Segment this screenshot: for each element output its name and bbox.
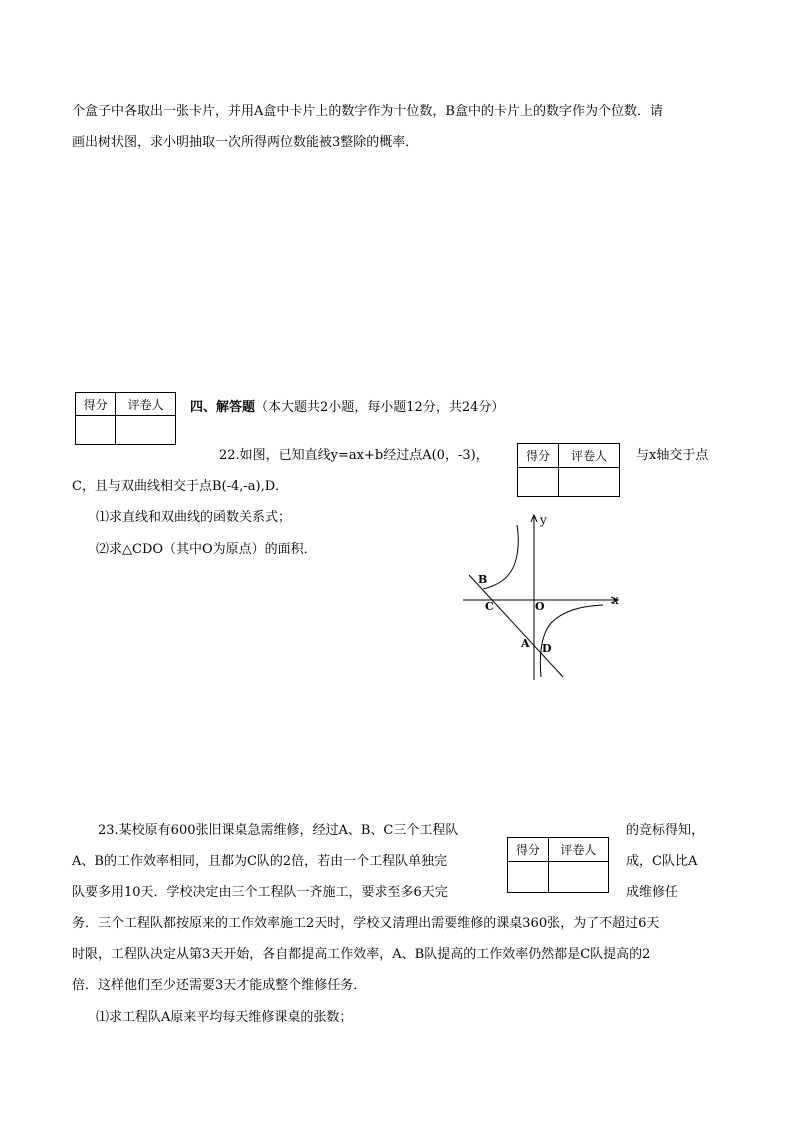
q23-line-6: 倍．这样他们至少还需要3天才能成整个维修任务．: [72, 978, 367, 993]
reviewer-label: 评卷人: [559, 444, 620, 468]
q22-part-1: ⑴求直线和双曲线的函数关系式；: [96, 510, 292, 525]
q22-figure: [455, 505, 630, 685]
section4-desc: （本大题共2小题，每小题12分，共24分）: [255, 400, 505, 415]
section4-title: 四、解答题: [190, 400, 256, 415]
point-d-label: D: [542, 642, 552, 655]
q23-line-5: 时限，工程队决定从第3天开始，各自都提高工作效率，A、B队提高的工作效率仍然都是C队提高的2: [72, 947, 651, 962]
q21-line-1: 个盒子中各取出一张卡片，并用A盒中卡片上的数字作为十位数，B盒中的卡片上的数字作为个位数．请: [72, 104, 663, 119]
score-cell[interactable]: [518, 468, 559, 497]
origin-label: O: [535, 600, 545, 613]
score-box-q23: [507, 837, 609, 893]
q21-line-2: 画出树状图，求小明抽取一次所得两位数能被3整除的概率．: [72, 135, 419, 150]
reviewer-label: 评卷人: [116, 393, 176, 416]
reviewer-cell[interactable]: [559, 468, 620, 497]
reviewer-label: 评卷人: [548, 838, 608, 862]
q22-line-1: 22.如图，已知直线y=ax+b经过点A(0，-3)，: [219, 448, 489, 463]
point-b-label: B: [478, 573, 488, 586]
score-box-q22: [517, 443, 620, 497]
hyperbola-branch-lower: [540, 605, 603, 677]
y-axis-label: y: [540, 513, 547, 527]
score-cell[interactable]: [508, 862, 549, 893]
q23-line-1-tail: 的竞标得知，: [626, 823, 705, 838]
reviewer-cell[interactable]: [116, 416, 176, 445]
q22-part-2: ⑵求△CDO（其中O为原点）的面积．: [96, 542, 317, 557]
hyperbola-branch-upper: [483, 525, 518, 589]
reviewer-cell[interactable]: [548, 862, 608, 893]
q23-line-2-tail: 成，C队比A: [626, 854, 698, 869]
q23-line-3: 队要多用10天．学校决定由三个工程队一齐施工，要求至多6天完: [72, 885, 448, 900]
section4-heading: [190, 398, 504, 418]
score-label: 得分: [518, 444, 559, 468]
point-c-label: C: [485, 600, 494, 613]
score-cell[interactable]: [76, 416, 116, 445]
score-label: 得分: [76, 393, 116, 416]
q22-line-2: C，且与双曲线相交于点B(-4,-a),D．: [72, 479, 289, 494]
q23-line-1: 23.某校原有600张旧课桌急需维修，经过A、B、C三个工程队: [98, 823, 459, 838]
x-axis-label: x: [612, 593, 619, 607]
q22-line-1-tail: 与x轴交于点: [636, 448, 709, 463]
q23-line-4: 务．三个工程队都按原来的工作效率施工2天时，学校又清理出需要维修的课桌360张，为了不超过6天: [72, 916, 660, 931]
point-a-label: A: [521, 637, 530, 650]
q23-line-2: A、B的工作效率相同，且都为C队的2倍，若由一个工程队单独完: [72, 854, 448, 869]
q23-line-3-tail: 成维修任: [626, 885, 679, 900]
score-box-section4: [75, 392, 176, 445]
score-label: 得分: [508, 838, 549, 862]
q23-part-1: ⑴求工程队A原来平均每天维修课桌的张数；: [96, 1010, 353, 1025]
